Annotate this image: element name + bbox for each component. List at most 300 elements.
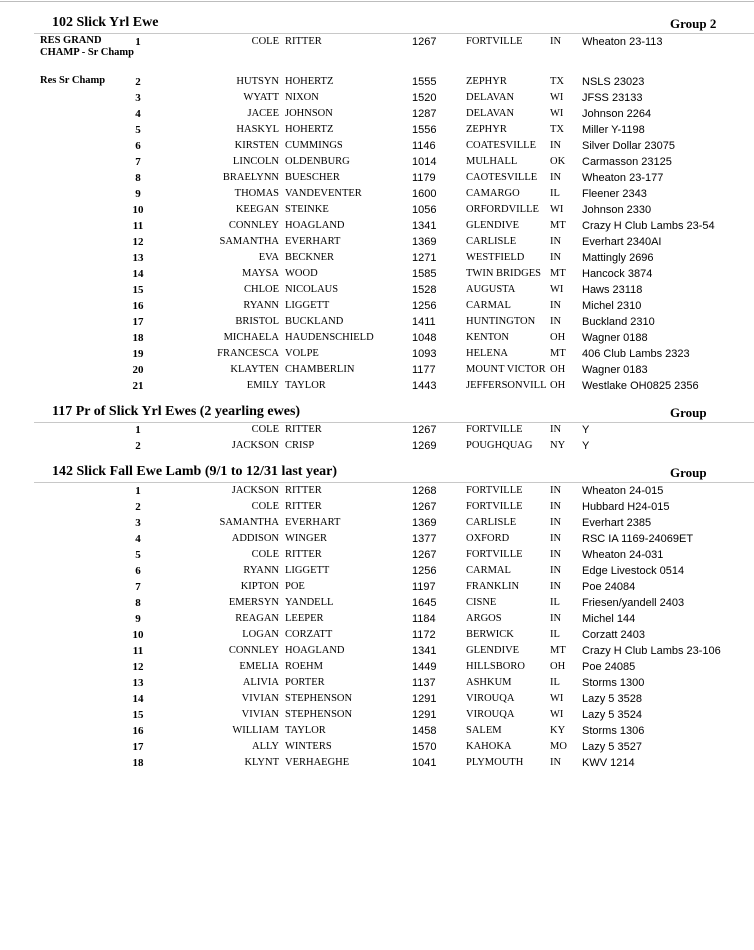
exhibitor-first-name: BRISTOL <box>235 316 279 327</box>
exhibitor-last-name: CORZATT <box>285 629 333 640</box>
exhibitor-first-name: EMELIA <box>239 661 279 672</box>
exhibitor-last-name: VERHAEGHE <box>285 757 350 768</box>
state: IN <box>550 172 562 183</box>
exhibitor-first-name: JACKSON <box>231 440 279 451</box>
exhibitor-last-name: ROEHM <box>285 661 323 672</box>
exhibitor-first-name: EMERSYN <box>228 597 279 608</box>
placing: 2 <box>135 76 141 88</box>
animal-tag: Wheaton 23-113 <box>582 36 663 48</box>
placing: 14 <box>132 693 144 705</box>
exhibitor-last-name: RITTER <box>285 501 322 512</box>
exhibitor-last-name: WINGER <box>285 533 327 544</box>
state: KY <box>550 725 566 736</box>
animal-tag: Wagner 0183 <box>582 364 648 376</box>
exhibitor-number: 1256 <box>412 300 437 312</box>
exhibitor-number: 1291 <box>412 709 437 721</box>
animal-tag: RSC IA 1169-24069ET <box>582 533 694 545</box>
animal-tag: Storms 1300 <box>582 677 645 689</box>
exhibitor-last-name: HOHERTZ <box>285 76 334 87</box>
city: AUGUSTA <box>466 284 516 295</box>
state: MO <box>550 741 567 752</box>
state: MT <box>550 645 566 656</box>
city: ASHKUM <box>466 677 512 688</box>
animal-tag: Hancock 3874 <box>582 268 653 280</box>
exhibitor-number: 1520 <box>412 92 437 104</box>
state: IN <box>550 517 562 528</box>
exhibitor-first-name: JACEE <box>247 108 279 119</box>
state: WI <box>550 92 564 103</box>
result-row <box>0 532 754 548</box>
city: HILLSBORO <box>466 661 525 672</box>
group-label: Group <box>670 465 707 480</box>
city: CAOTESVILLE <box>466 172 538 183</box>
city: CARMAL <box>466 565 511 576</box>
animal-tag: Fleener 2343 <box>582 188 647 200</box>
state: NY <box>550 440 566 451</box>
city: GLENDIVE <box>466 220 520 231</box>
result-row <box>0 500 754 516</box>
city: FORTVILLE <box>466 501 523 512</box>
animal-tag: Poe 24084 <box>582 581 636 593</box>
placing: 8 <box>135 597 141 609</box>
animal-tag: Buckland 2310 <box>582 316 655 328</box>
animal-tag: Johnson 2330 <box>582 204 652 216</box>
exhibitor-last-name: VOLPE <box>285 348 319 359</box>
exhibitor-first-name: KEEGAN <box>235 204 279 215</box>
animal-tag: Wheaton 24-015 <box>582 485 664 497</box>
animal-tag: Y <box>582 424 590 436</box>
state: IN <box>550 533 562 544</box>
exhibitor-number: 1256 <box>412 565 437 577</box>
animal-tag: Carmasson 23125 <box>582 156 672 168</box>
result-row <box>0 379 754 395</box>
animal-tag: Crazy H Club Lambs 23-54 <box>582 220 715 232</box>
exhibitor-first-name: EMILY <box>246 380 279 391</box>
animal-tag: KWV 1214 <box>582 757 635 769</box>
exhibitor-last-name: LIGGETT <box>285 565 330 576</box>
state: IN <box>550 581 562 592</box>
city: MOUNT VICTOR <box>466 364 546 375</box>
state: IN <box>550 424 562 435</box>
city: HUNTINGTON <box>466 316 536 327</box>
exhibitor-first-name: ADDISON <box>231 533 279 544</box>
exhibitor-number: 1369 <box>412 517 437 529</box>
city: DELAVAN <box>466 108 515 119</box>
exhibitor-number: 1528 <box>412 284 437 296</box>
result-row <box>0 91 754 107</box>
exhibitor-last-name: BUCKLAND <box>285 316 344 327</box>
exhibitor-last-name: BECKNER <box>285 252 335 263</box>
city: OXFORD <box>466 533 510 544</box>
state: WI <box>550 108 564 119</box>
result-row <box>0 107 754 123</box>
result-row <box>0 676 754 692</box>
exhibitor-last-name: CUMMINGS <box>285 140 343 151</box>
placing: 17 <box>132 741 144 753</box>
placing: 15 <box>132 709 144 721</box>
city: CISNE <box>466 597 497 608</box>
award-label: Res Sr Champ <box>40 75 106 86</box>
result-row <box>0 580 754 596</box>
exhibitor-last-name: RITTER <box>285 36 322 47</box>
result-row <box>0 756 754 772</box>
exhibitor-number: 1369 <box>412 236 437 248</box>
group-label: Group 2 <box>670 16 717 31</box>
placing: 9 <box>135 613 141 625</box>
exhibitor-number: 1411 <box>412 316 436 328</box>
exhibitor-number: 1556 <box>412 124 437 136</box>
animal-tag: Corzatt 2403 <box>582 629 645 641</box>
placing: 1 <box>135 424 141 436</box>
exhibitor-number: 1443 <box>412 380 437 392</box>
result-row <box>0 315 754 331</box>
result-row <box>0 612 754 628</box>
exhibitor-last-name: CRISP <box>285 440 315 451</box>
state: WI <box>550 709 564 720</box>
state: IN <box>550 757 562 768</box>
exhibitor-number: 1271 <box>412 252 437 264</box>
result-row <box>0 423 754 439</box>
result-row <box>0 628 754 644</box>
exhibitor-last-name: HOHERTZ <box>285 124 334 135</box>
city: CARLISLE <box>466 236 517 247</box>
class-title: 102 Slick Yrl Ewe <box>52 15 159 30</box>
result-row <box>0 439 754 455</box>
class-title: 117 Pr of Slick Yrl Ewes (2 yearling ewes) <box>52 404 301 419</box>
city: ARGOS <box>466 613 502 624</box>
city: DELAVAN <box>466 92 515 103</box>
result-row <box>0 363 754 379</box>
exhibitor-first-name: FRANCESCA <box>217 348 279 359</box>
state: TX <box>550 124 564 135</box>
city: SALEM <box>466 725 502 736</box>
state: OH <box>550 332 566 343</box>
animal-tag: JFSS 23133 <box>582 92 643 104</box>
city: ZEPHYR <box>466 124 507 135</box>
result-row <box>0 235 754 251</box>
city: FORTVILLE <box>466 485 523 496</box>
placing: 18 <box>132 757 144 769</box>
exhibitor-first-name: BRAELYNN <box>222 172 279 183</box>
result-row <box>0 692 754 708</box>
result-row <box>0 564 754 580</box>
exhibitor-first-name: REAGAN <box>235 613 279 624</box>
result-row <box>0 139 754 155</box>
exhibitor-first-name: COLE <box>251 424 279 435</box>
exhibitor-first-name: MICHAELA <box>223 332 279 343</box>
exhibitor-last-name: LIGGETT <box>285 300 330 311</box>
placing: 2 <box>135 501 141 513</box>
placing: 17 <box>132 316 144 328</box>
exhibitor-last-name: BUESCHER <box>285 172 340 183</box>
animal-tag: Johnson 2264 <box>582 108 652 120</box>
state: IN <box>550 613 562 624</box>
exhibitor-first-name: ALIVIA <box>242 677 279 688</box>
placing: 2 <box>135 440 141 452</box>
exhibitor-first-name: WYATT <box>243 92 279 103</box>
exhibitor-first-name: MAYSA <box>242 268 279 279</box>
exhibitor-last-name: NICOLAUS <box>285 284 339 295</box>
placing: 19 <box>132 348 144 360</box>
exhibitor-number: 1555 <box>412 76 437 88</box>
state: MT <box>550 348 566 359</box>
animal-tag: Storms 1306 <box>582 725 645 737</box>
exhibitor-first-name: HASKYL <box>236 124 279 135</box>
exhibitor-number: 1267 <box>412 549 437 561</box>
exhibitor-last-name: RITTER <box>285 485 322 496</box>
placing: 12 <box>132 661 144 673</box>
animal-tag: Lazy 5 3527 <box>582 741 642 753</box>
city: CARMAL <box>466 300 511 311</box>
exhibitor-number: 1269 <box>412 440 437 452</box>
exhibitor-number: 1093 <box>412 348 437 360</box>
result-row <box>0 219 754 235</box>
state: IL <box>550 629 560 640</box>
exhibitor-first-name: LINCOLN <box>232 156 279 167</box>
state: MT <box>550 268 566 279</box>
placing: 18 <box>132 332 144 344</box>
animal-tag: Poe 24085 <box>582 661 636 673</box>
exhibitor-last-name: EVERHART <box>285 517 341 528</box>
result-row <box>0 251 754 267</box>
state: IN <box>550 300 562 311</box>
placing: 14 <box>132 268 144 280</box>
result-row <box>0 187 754 203</box>
city: CAMARGO <box>466 188 520 199</box>
placing: 15 <box>132 284 144 296</box>
animal-tag: Everhart 2340AI <box>582 236 662 248</box>
animal-tag: Edge Livestock 0514 <box>582 565 685 577</box>
exhibitor-first-name: COLE <box>251 36 279 47</box>
exhibitor-number: 1341 <box>412 220 437 232</box>
placing: 6 <box>135 565 141 577</box>
city: FORTVILLE <box>466 36 523 47</box>
exhibitor-last-name: OLDENBURG <box>285 156 350 167</box>
exhibitor-number: 1146 <box>412 140 436 152</box>
state: IN <box>550 549 562 560</box>
exhibitor-last-name: NIXON <box>285 92 319 103</box>
animal-tag: Silver Dollar 23075 <box>582 140 675 152</box>
animal-tag: Mattingly 2696 <box>582 252 654 264</box>
exhibitor-first-name: SAMANTHA <box>219 517 279 528</box>
top-border <box>0 1 754 2</box>
state: IL <box>550 677 560 688</box>
exhibitor-number: 1267 <box>412 36 437 48</box>
exhibitor-last-name: RITTER <box>285 424 322 435</box>
placing: 5 <box>135 549 141 561</box>
exhibitor-first-name: COLE <box>251 501 279 512</box>
exhibitor-last-name: CHAMBERLIN <box>285 364 355 375</box>
exhibitor-first-name: CONNLEY <box>228 645 279 656</box>
animal-tag: 406 Club Lambs 2323 <box>582 348 690 360</box>
placing: 4 <box>135 533 141 545</box>
exhibitor-last-name: STEPHENSON <box>285 709 353 720</box>
placing: 8 <box>135 172 141 184</box>
exhibitor-number: 1267 <box>412 424 437 436</box>
award-label: RES GRAND CHAMP - Sr Champ <box>40 35 135 58</box>
result-row <box>0 171 754 187</box>
result-row <box>0 516 754 532</box>
animal-tag: Michel 2310 <box>582 300 642 312</box>
exhibitor-last-name: TAYLOR <box>285 725 326 736</box>
state: IN <box>550 485 562 496</box>
exhibitor-number: 1137 <box>412 677 436 689</box>
exhibitor-last-name: TAYLOR <box>285 380 326 391</box>
animal-tag: Michel 144 <box>582 613 636 625</box>
state: MT <box>550 220 566 231</box>
exhibitor-first-name: RYANN <box>243 565 279 576</box>
placing: 5 <box>135 124 141 136</box>
result-row <box>0 347 754 363</box>
exhibitor-last-name: STEINKE <box>285 204 329 215</box>
state: OH <box>550 661 566 672</box>
placing: 10 <box>132 204 144 216</box>
result-row <box>0 660 754 676</box>
exhibitor-number: 1377 <box>412 533 437 545</box>
exhibitor-number: 1179 <box>412 172 436 184</box>
placing: 12 <box>132 236 144 248</box>
placing: 3 <box>135 517 141 529</box>
exhibitor-first-name: CONNLEY <box>228 220 279 231</box>
exhibitor-last-name: HAUDENSCHIELD <box>285 332 374 343</box>
exhibitor-number: 1341 <box>412 645 437 657</box>
placing: 1 <box>135 36 141 48</box>
city: WESTFIELD <box>466 252 525 263</box>
result-row <box>0 596 754 612</box>
state: IN <box>550 501 562 512</box>
exhibitor-last-name: RITTER <box>285 549 322 560</box>
animal-tag: Crazy H Club Lambs 23-106 <box>582 645 721 657</box>
state: IN <box>550 316 562 327</box>
city: JEFFERSONVILL <box>466 380 547 391</box>
city: ZEPHYR <box>466 76 507 87</box>
placing: 4 <box>135 108 141 120</box>
placing: 11 <box>132 220 144 232</box>
placing: 13 <box>132 677 144 689</box>
exhibitor-first-name: VIVIAN <box>241 693 279 704</box>
exhibitor-number: 1184 <box>412 613 436 625</box>
exhibitor-number: 1287 <box>412 108 437 120</box>
exhibitor-number: 1056 <box>412 204 437 216</box>
exhibitor-number: 1449 <box>412 661 437 673</box>
state: IL <box>550 597 560 608</box>
state: IL <box>550 188 560 199</box>
result-row <box>0 203 754 219</box>
placing: 1 <box>135 485 141 497</box>
animal-tag: Hubbard H24-015 <box>582 501 670 513</box>
city: CARLISLE <box>466 517 517 528</box>
exhibitor-last-name: LEEPER <box>285 613 324 624</box>
result-row <box>0 75 754 91</box>
city: KENTON <box>466 332 509 343</box>
animal-tag: Westlake OH0825 2356 <box>582 380 699 392</box>
exhibitor-last-name: YANDELL <box>285 597 334 608</box>
result-row <box>0 283 754 299</box>
state: TX <box>550 76 564 87</box>
section-divider <box>34 33 754 34</box>
exhibitor-number: 1585 <box>412 268 437 280</box>
exhibitor-first-name: CHLOE <box>244 284 279 295</box>
exhibitor-number: 1267 <box>412 501 437 513</box>
city: COATESVILLE <box>466 140 536 151</box>
state: IN <box>550 236 562 247</box>
exhibitor-number: 1570 <box>412 741 437 753</box>
animal-tag: Wheaton 23-177 <box>582 172 664 184</box>
city: FORTVILLE <box>466 424 523 435</box>
city: GLENDIVE <box>466 645 520 656</box>
placing: 16 <box>132 725 144 737</box>
result-row <box>0 724 754 740</box>
animal-tag: Everhart 2385 <box>582 517 652 529</box>
class-title: 142 Slick Fall Ewe Lamb (9/1 to 12/31 last year) <box>52 464 338 479</box>
city: FRANKLIN <box>466 581 520 592</box>
exhibitor-first-name: HUTSYN <box>236 76 279 87</box>
animal-tag: Lazy 5 3524 <box>582 709 642 721</box>
city: HELENA <box>466 348 508 359</box>
exhibitor-first-name: VIVIAN <box>241 709 279 720</box>
exhibitor-last-name: EVERHART <box>285 236 341 247</box>
placing: 11 <box>132 645 144 657</box>
placing: 13 <box>132 252 144 264</box>
exhibitor-first-name: KLAYTEN <box>230 364 279 375</box>
placing: 3 <box>135 92 141 104</box>
exhibitor-first-name: COLE <box>251 549 279 560</box>
placing: 7 <box>135 156 141 168</box>
exhibitor-number: 1645 <box>412 597 437 609</box>
state: WI <box>550 284 564 295</box>
exhibitor-number: 1197 <box>412 581 436 593</box>
section-divider <box>34 482 754 483</box>
result-row <box>0 644 754 660</box>
animal-tag: Miller Y-1198 <box>582 124 645 136</box>
result-row <box>0 708 754 724</box>
state: IN <box>550 36 562 47</box>
state: IN <box>550 565 562 576</box>
exhibitor-first-name: THOMAS <box>234 188 279 199</box>
exhibitor-number: 1172 <box>412 629 436 641</box>
city: BERWICK <box>466 629 514 640</box>
animal-tag: Y <box>582 440 590 452</box>
exhibitor-number: 1177 <box>412 364 436 376</box>
exhibitor-number: 1041 <box>412 757 437 769</box>
result-row <box>0 267 754 283</box>
exhibitor-number: 1268 <box>412 485 437 497</box>
state: OK <box>550 156 566 167</box>
placing: 9 <box>135 188 141 200</box>
exhibitor-last-name: PORTER <box>285 677 325 688</box>
exhibitor-last-name: VANDEVENTER <box>285 188 362 199</box>
city: TWIN BRIDGES <box>466 268 541 279</box>
animal-tag: Lazy 5 3528 <box>582 693 642 705</box>
animal-tag: Wheaton 24-031 <box>582 549 664 561</box>
city: KAHOKA <box>466 741 512 752</box>
exhibitor-first-name: SAMANTHA <box>219 236 279 247</box>
city: FORTVILLE <box>466 549 523 560</box>
exhibitor-first-name: KIPTON <box>240 581 279 592</box>
placing: 16 <box>132 300 144 312</box>
result-row <box>0 155 754 171</box>
placing: 10 <box>132 629 144 641</box>
animal-tag: Friesen/yandell 2403 <box>582 597 685 609</box>
placing: 21 <box>132 380 144 392</box>
animal-tag: Wagner 0188 <box>582 332 648 344</box>
result-row <box>0 123 754 139</box>
city: MULHALL <box>466 156 518 167</box>
exhibitor-first-name: EVA <box>258 252 279 263</box>
result-row <box>0 299 754 315</box>
animal-tag: Haws 23118 <box>582 284 643 296</box>
exhibitor-first-name: WILLIAM <box>232 725 279 736</box>
